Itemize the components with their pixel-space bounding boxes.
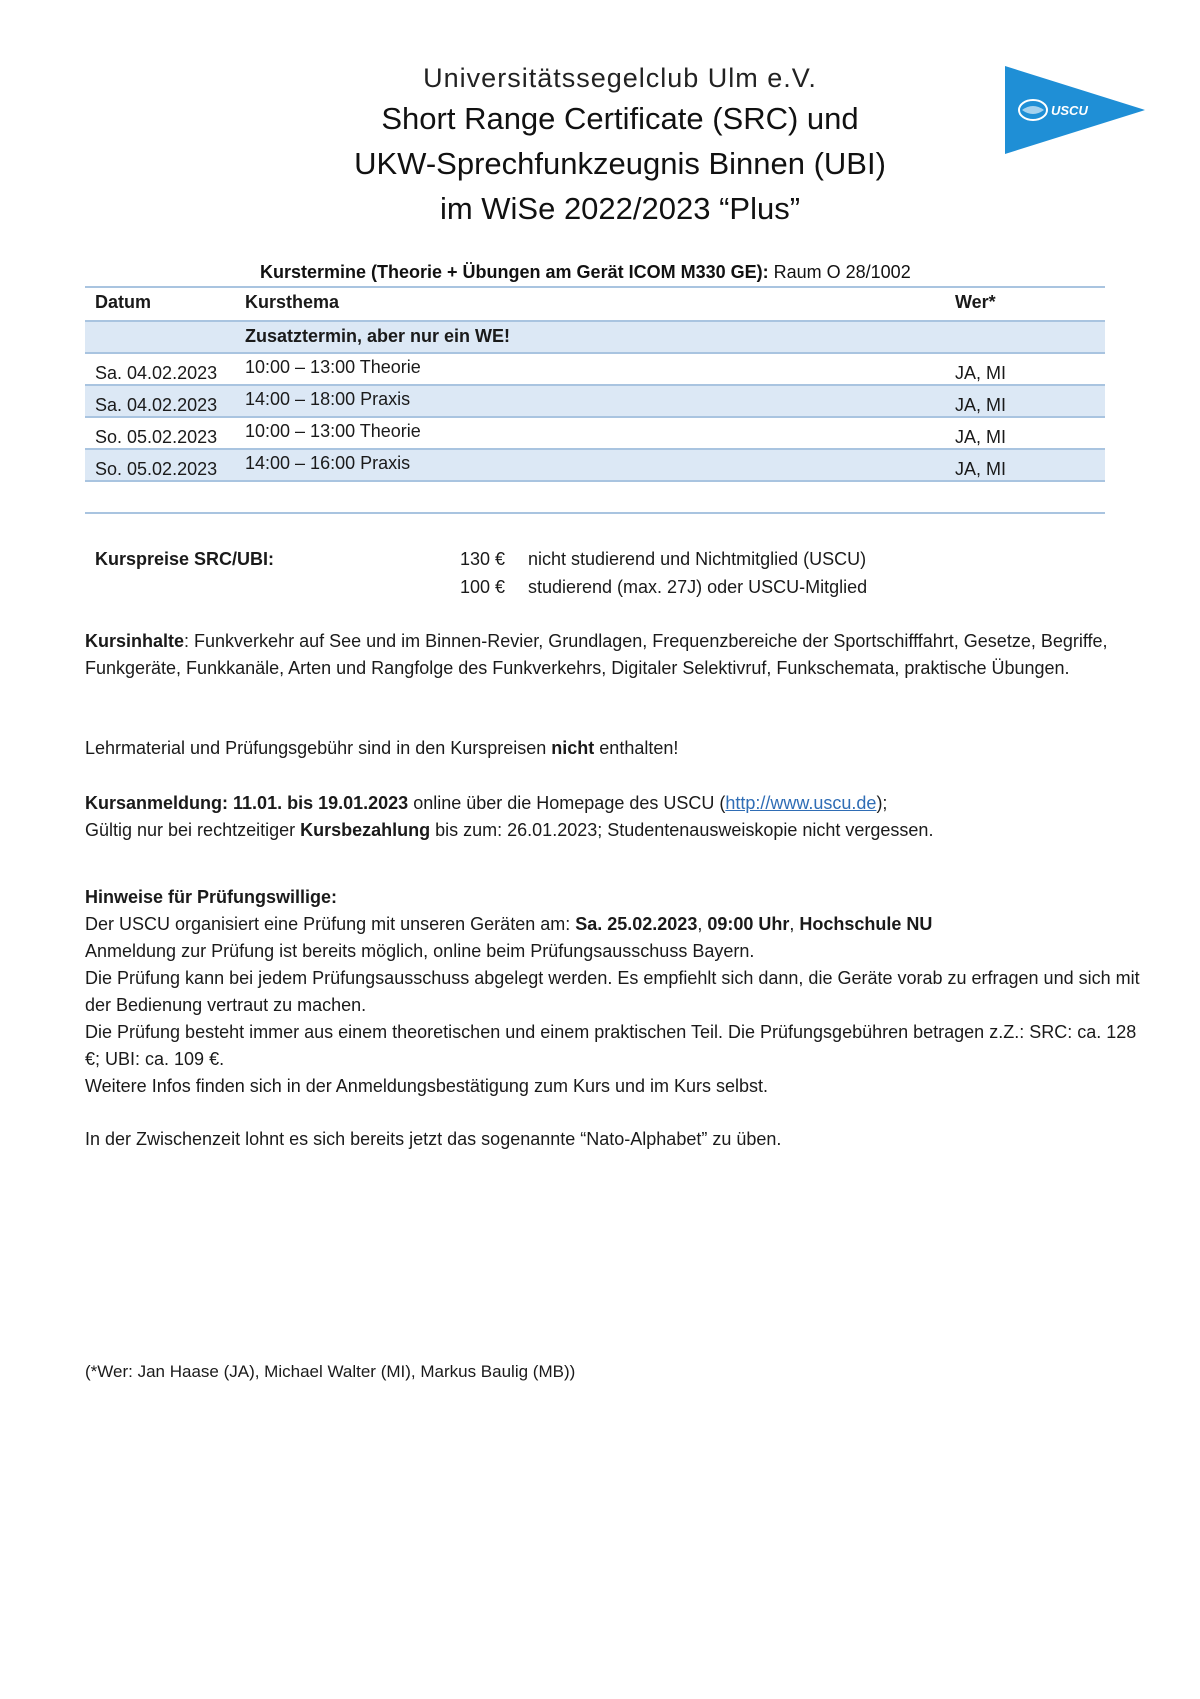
row-who: JA, MI xyxy=(955,427,1007,447)
row-date: So. 05.02.2023 xyxy=(95,459,218,479)
registration-text-end: ); xyxy=(876,793,888,813)
exam-heading: Hinweise für Prüfungswillige: xyxy=(85,887,338,907)
exam-line-2: Anmeldung zur Prüfung ist bereits möglich, online beim Prüfungsausschuss Bayern. xyxy=(85,941,755,961)
material-text-end: enthalten! xyxy=(594,738,679,758)
exam-intro: Der USCU organisiert eine Prüfung mit unseren Geräten am: xyxy=(85,914,576,934)
registration-line-1 xyxy=(85,790,1145,817)
table-row xyxy=(85,417,1105,449)
empty-row xyxy=(85,481,1105,513)
header-date: Datum xyxy=(95,292,152,312)
document-header xyxy=(250,60,990,231)
price-amount: 100 € xyxy=(459,577,505,597)
prices-label: Kurspreise SRC/UBI: xyxy=(95,549,275,569)
registration-dates: 11.01. bis 19.01.2023 xyxy=(233,793,409,813)
material-emphasis: nicht xyxy=(551,738,595,758)
title-line-2: UKW-Sprechfunkzeugnis Binnen (UBI) xyxy=(354,146,886,181)
table-row xyxy=(85,353,1105,385)
row-topic: 10:00 – 13:00 Theorie xyxy=(245,421,421,441)
title-line-1: Short Range Certificate (SRC) und xyxy=(381,101,859,136)
table-row xyxy=(85,385,1105,417)
price-amount: 130 € xyxy=(459,549,505,569)
material-paragraph xyxy=(85,735,1145,762)
header-topic: Kursthema xyxy=(245,292,340,312)
registration-text: online über die Homepage des USCU ( xyxy=(408,793,726,813)
nato-alphabet-note: In der Zwischenzeit lohnt es sich bereits jetzt das sogenannte “Nato-Alphabet” zu üben. xyxy=(85,1129,782,1149)
price-description: nicht studierend und Nichtmitglied (USCU) xyxy=(528,549,867,569)
price-description: studierend (max. 27J) oder USCU-Mitglied xyxy=(528,577,868,597)
exam-separator: , xyxy=(789,914,800,934)
exam-line-5: Weitere Infos finden sich in der Anmeldungsbestätigung zum Kurs und im Kurs selbst. xyxy=(85,1076,769,1096)
exam-date: Sa. 25.02.2023 xyxy=(575,914,698,934)
schedule-room: Raum O 28/1002 xyxy=(773,262,911,282)
course-content-label: Kursinhalte xyxy=(85,631,185,651)
homepage-link[interactable]: http://www.uscu.de xyxy=(725,793,877,813)
title-line-3: im WiSe 2022/2023 “Plus” xyxy=(439,191,801,226)
schedule-caption-title: Kurstermine (Theorie + Übungen am Gerät ICOM M330 GE): xyxy=(260,262,769,282)
schedule-header-row xyxy=(85,287,1105,321)
row-who: JA, MI xyxy=(955,363,1007,383)
row-topic: 14:00 – 16:00 Praxis xyxy=(245,453,411,473)
exam-separator: , xyxy=(697,914,708,934)
exam-line-1 xyxy=(85,911,1145,938)
row-who: JA, MI xyxy=(955,459,1007,479)
exam-line-3: Die Prüfung kann bei jedem Prüfungsausschuss abgelegt werden. Es empfiehlt sich dann, die Geräte vorab zu erfragen und sich mit der Bedienung vertraut zu machen. xyxy=(85,968,1140,1015)
payment-text: Gültig nur bei rechtzeitiger xyxy=(85,820,301,840)
club-name: Universitätssegelclub Ulm e.V. xyxy=(423,63,817,93)
logo-text: USCU xyxy=(1051,103,1088,118)
payment-emphasis: Kursbezahlung xyxy=(300,820,431,840)
table-row xyxy=(85,449,1105,481)
registration-label: Kursanmeldung: xyxy=(85,793,229,813)
course-content-text: : Funkverkehr auf See und im Binnen-Revier, Grundlagen, Frequenzbereiche der Sportschifffahrt, Gesetze, Begriffe, Funkgeräte, Funkkanäle, Arten und Rangfolge des Funkverkehrs, Digitaler Selektivruf, Funkschemata, praktische Übungen. xyxy=(85,631,1108,678)
course-content-paragraph xyxy=(85,628,1145,682)
row-topic: 14:00 – 18:00 Praxis xyxy=(245,389,411,409)
header-who: Wer* xyxy=(955,292,996,312)
schedule-table xyxy=(85,286,1105,514)
payment-text-end: bis zum: 26.01.2023; Studentenausweiskopie nicht vergessen. xyxy=(430,820,934,840)
uscu-pennant-logo xyxy=(1005,66,1145,154)
row-topic: 10:00 – 13:00 Theorie xyxy=(245,357,421,377)
row-date: Sa. 04.02.2023 xyxy=(95,363,218,383)
exam-time: 09:00 Uhr xyxy=(707,914,790,934)
row-date: Sa. 04.02.2023 xyxy=(95,395,218,415)
registration-paragraph xyxy=(85,790,1145,844)
schedule-note: Zusatztermin, aber nur ein WE! xyxy=(245,326,511,346)
material-text: Lehrmaterial und Prüfungsgebühr sind in den Kurspreisen xyxy=(85,738,552,758)
registration-line-2 xyxy=(85,817,1145,844)
row-date: So. 05.02.2023 xyxy=(95,427,218,447)
exam-notes xyxy=(85,884,1145,1100)
exam-line-4: Die Prüfung besteht immer aus einem theoretischen und einem praktischen Teil. Die Prüfungsgebühren betragen z.Z.: SRC: ca. 128 €; UBI: ca. 109 €. xyxy=(85,1022,1137,1069)
note-row xyxy=(85,321,1105,353)
schedule-caption xyxy=(260,262,911,283)
exam-place: Hochschule NU xyxy=(799,914,933,934)
footer-note: (*Wer: Jan Haase (JA), Michael Walter (MI), Markus Baulig (MB)) xyxy=(85,1362,576,1381)
row-who: JA, MI xyxy=(955,395,1007,415)
